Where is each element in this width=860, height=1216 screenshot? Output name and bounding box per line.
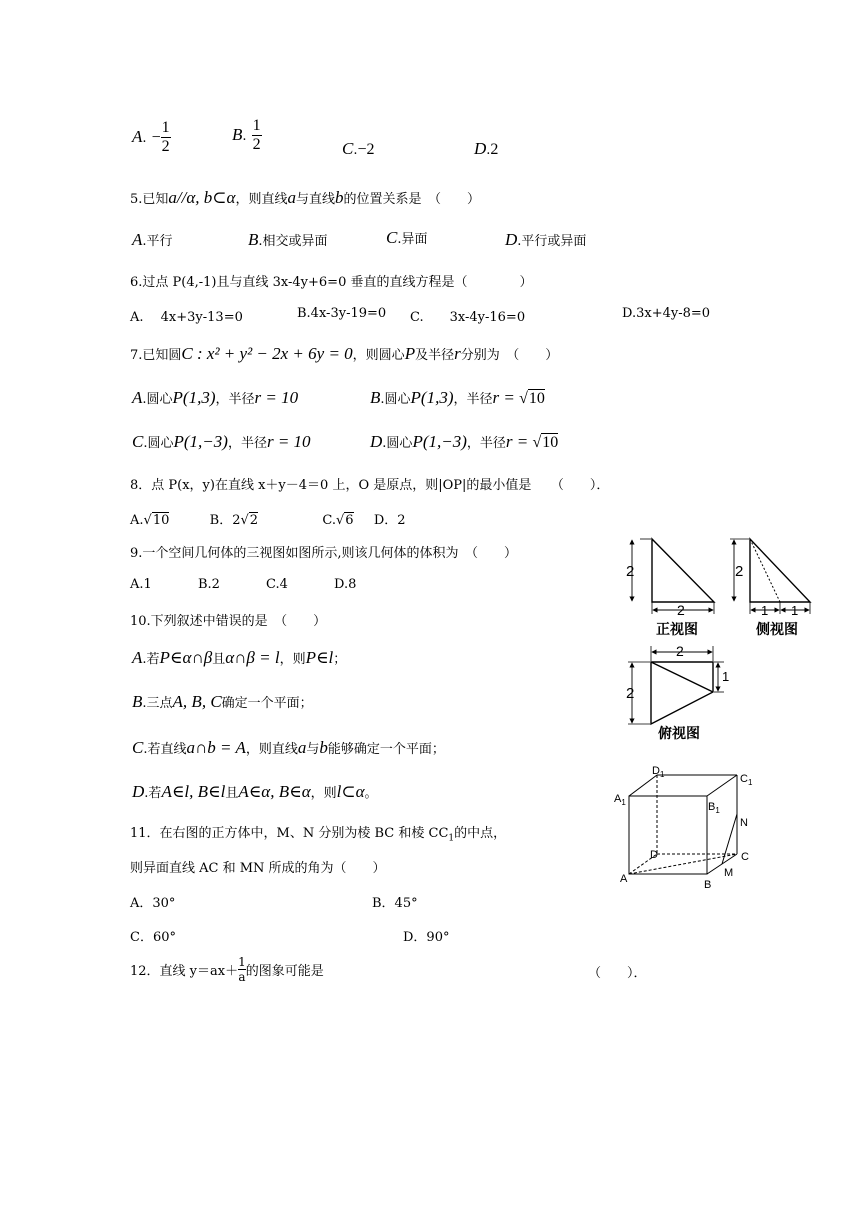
front-width-label: 2 <box>677 602 685 618</box>
side-view <box>730 539 810 637</box>
q4-option-d: D.2 <box>474 139 499 158</box>
top-right-label: 1 <box>722 669 730 684</box>
q7-stem: 7.已知圆C : x² + y² − 2x + 6y = 0，则圆心P及半径r分别为 （ ） <box>130 344 559 363</box>
q8-stem: 8．点 P(x，y)在直线 x＋y－4＝0 上，O 是原点，则|OP|的最小值是 （ ）． <box>130 478 610 493</box>
q7-option-a: A.圆心P(1,3)，半径r = 10 <box>132 388 299 407</box>
q7-option-c: C.圆心P(1,−3)，半径r = 10 <box>132 432 311 451</box>
svg-text:D: D <box>650 849 658 861</box>
svg-text:M: M <box>724 867 734 879</box>
q6-option-c: C. 3x-4y-16=0 <box>410 310 526 325</box>
q12-answer-paren: （ ）． <box>588 966 647 981</box>
q5-option-d: D.平行或异面 <box>505 230 587 249</box>
q8-options: A.√10 B．2√2 C.√6 D．2 <box>130 513 406 528</box>
svg-text:A1: $A_1$ <box>614 793 626 807</box>
q9-option-b: B.2 <box>198 577 220 592</box>
q9-option-c: C.4 <box>266 577 288 592</box>
svg-text:C: C <box>741 851 749 863</box>
q5-option-a: A.平行 <box>132 230 173 249</box>
q5-stem: 5.已知a//α, b⊂α，则直线a与直线b的位置关系是 （ ） <box>130 188 480 207</box>
q4-option-a: A. − $\frac{1}{2}$ <box>132 119 170 155</box>
svg-text:B1: $B_1$ <box>708 801 720 815</box>
q10-stem: 10.下列叙述中错误的是 （ ） <box>130 614 327 629</box>
q10-option-d: D.若A∈l, B∈l且A∈α, B∈α，则l⊂α。 <box>132 782 378 801</box>
cube-front-face <box>629 796 707 874</box>
side-width-label-left: 1 <box>761 603 769 618</box>
q11-option-a: A．30° <box>130 896 176 911</box>
q4-option-c: C.−2 <box>342 139 375 158</box>
svg-text:C1: $C_1$ <box>740 773 753 787</box>
front-height-label: 2 <box>626 563 635 580</box>
front-view-label: 正视图 <box>656 621 698 637</box>
q6-option-a: A. 4x+3y-13=0 <box>130 310 243 325</box>
top-view-label: 俯视图 <box>658 725 700 741</box>
q12-stem: 12．直线 y＝ax＋ $\frac{1}{a}$ 的图象可能是 <box>130 955 324 984</box>
side-width-label-right: 1 <box>791 603 799 618</box>
q11-line2: 则异面直线 AC 和 MN 所成的角为（ ） <box>130 861 386 876</box>
q9-option-a: A.1 <box>130 577 152 592</box>
q7-option-b: B.圆心P(1,3)，半径r = √10 <box>370 388 545 407</box>
top-view <box>626 643 729 741</box>
q6-option-b: B.4x-3y-19=0 <box>297 306 387 321</box>
cube-diagram <box>612 764 762 896</box>
q9-option-d: D.8 <box>334 577 357 592</box>
q11-option-c: C．60° <box>130 930 176 945</box>
three-view-diagram <box>620 532 820 744</box>
q6-stem: 6.过点 P(4,-1)且与直线 3x-4y+6=0 垂直的直线方程是（ ） <box>130 275 533 290</box>
q10-option-c: C.若直线a∩b = A，则直线a与b能够确定一个平面； <box>132 738 445 757</box>
q5-option-c: C.异面 <box>386 228 428 247</box>
top-height-label: 2 <box>626 685 635 702</box>
q11-option-b: B．45° <box>372 896 418 911</box>
side-view-label: 侧视图 <box>756 621 798 637</box>
svg-text:A: A <box>620 873 628 885</box>
svg-text:B: B <box>704 879 712 891</box>
q7-option-d: D.圆心P(1,−3)，半径r = √10 <box>370 432 559 451</box>
q9-stem: 9.一个空间几何体的三视图如图所示,则该几何体的体积为 （ ） <box>130 546 518 561</box>
q10-option-b: B.三点A, B, C确定一个平面； <box>132 692 313 711</box>
svg-text:N: N <box>740 817 748 829</box>
svg-text:D1: $D_1$ <box>652 765 665 779</box>
top-width-label: 2 <box>676 643 684 659</box>
q11-option-d: D．90° <box>403 930 450 945</box>
side-height-label: 2 <box>735 563 744 580</box>
q4-option-b: B. $\frac{1}{2}$ <box>232 117 261 153</box>
front-view <box>626 539 714 637</box>
q5-option-b: B.相交或异面 <box>248 230 328 249</box>
q6-option-d: D.3x+4y-8=0 <box>622 306 711 321</box>
q11-line1: 11．在右图的正方体中，M、N 分别为棱 BC 和棱 $CC_1$的中点， <box>130 826 507 844</box>
q10-option-a: A.若P∈α∩β且α∩β = l，则P∈l； <box>132 648 347 667</box>
